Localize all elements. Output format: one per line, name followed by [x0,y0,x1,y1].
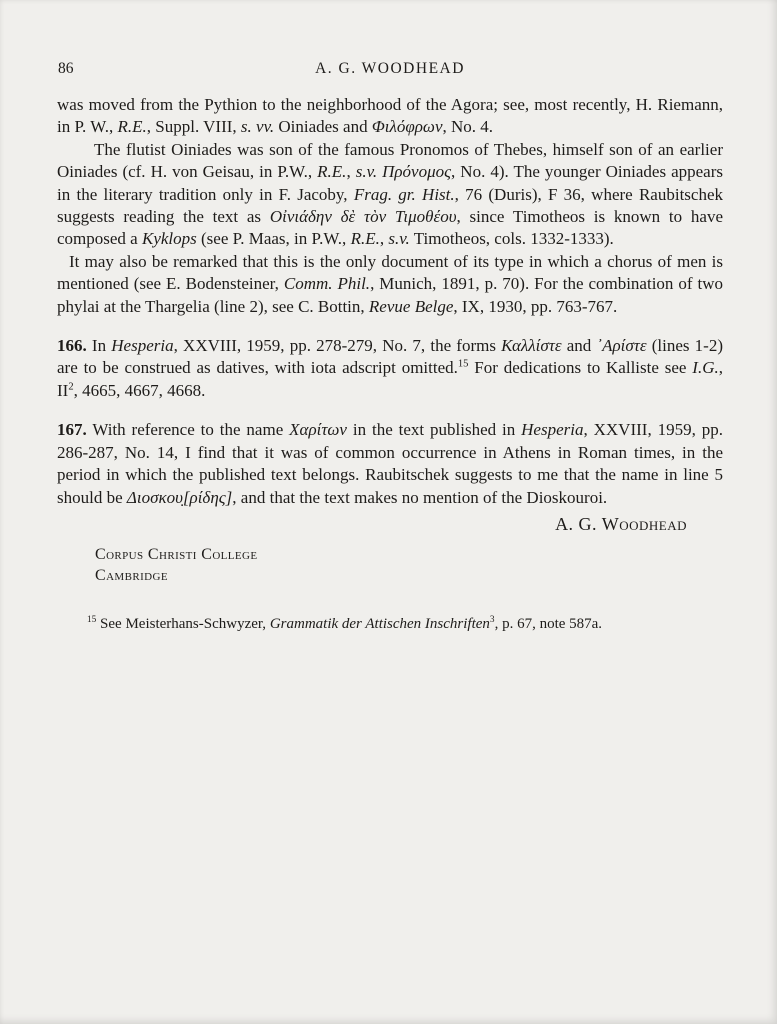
section-167: 167. With reference to the name Χαρίτων in the text published in Hesperia, XXVIII, 1959, pp. 286-287, No. 14, I find that it was of common occurrence in Athens in Roman times, in the period in which the published text belongs. Raubitschek suggests to me that the name in line 5 should be Διοσκου̣[ρίδης], and that the text makes no mention of the Dioskouroi. [57,420,723,507]
body-text [57,94,723,509]
running-title: A. G. WOODHEAD [315,60,465,77]
running-header [57,60,723,82]
paragraph-chorus: It may also be remarked that this is the only document of its type in which a chorus of men is mentioned (see E. Bodensteiner, Comm. Phil., Munich, 1891, p. 70). For the combination of two phylai at the Thargelia (line 2), see C. Bottin, Revue Belge, IX, 1930, pp. 763-767. [57,251,724,316]
author-affiliation [95,544,723,586]
page-number: 86 [58,60,74,77]
page-content [57,60,723,634]
author-signature: A. G. Woodhead [555,513,687,534]
affiliation-city: Cambridge [95,566,168,584]
paragraph-flutist: The flutist Oiniades was son of the famous Pronomos of Thebes, himself son of an earlier Oiniades (cf. H. von Geisau, in P.W., R.E., s.v. Πρόνομος, No. 4). The younger Oiniades appears in the literary tradition only in F. Jacoby, Frag. gr. Hist., 76 (Duris), F 36, where Raubitschek suggests reading the text as Οἰνιάδην δὲ τὸν Τιμοθέου, since Timotheos is known to have composed a Kyklops (see P. Maas, in P.W., R.E., s.v. Timotheos, cols. 1332-1333). [57,139,724,249]
footnote-block [57,614,723,634]
paragraph-continuation: was moved from the Pythion to the neighborhood of the Agora; see, most recently, H. Riemann, in P. W., R.E., Suppl. VIII, s. vv. Oiniades and Φιλόφρων, No. 4. [57,95,723,137]
footnote-15: $^{15}$ See Meisterhans-Schwyzer, Grammatik der Attischen Inschriften$^3$, p. 67, note 587a. [87,614,603,632]
section-166: 166. In Hesperia, XXVIII, 1959, pp. 278-279, No. 7, the forms Καλλίστε and ᾿Αρίστε (lines 1-2) are to be construed as datives, with iota adscript omitted.$^{15}$ For dedications to Kalliste see I.G., $II^2$, 4665, 4667, 4668. [57,336,724,400]
affiliation-college: Corpus Christi College [95,545,258,563]
